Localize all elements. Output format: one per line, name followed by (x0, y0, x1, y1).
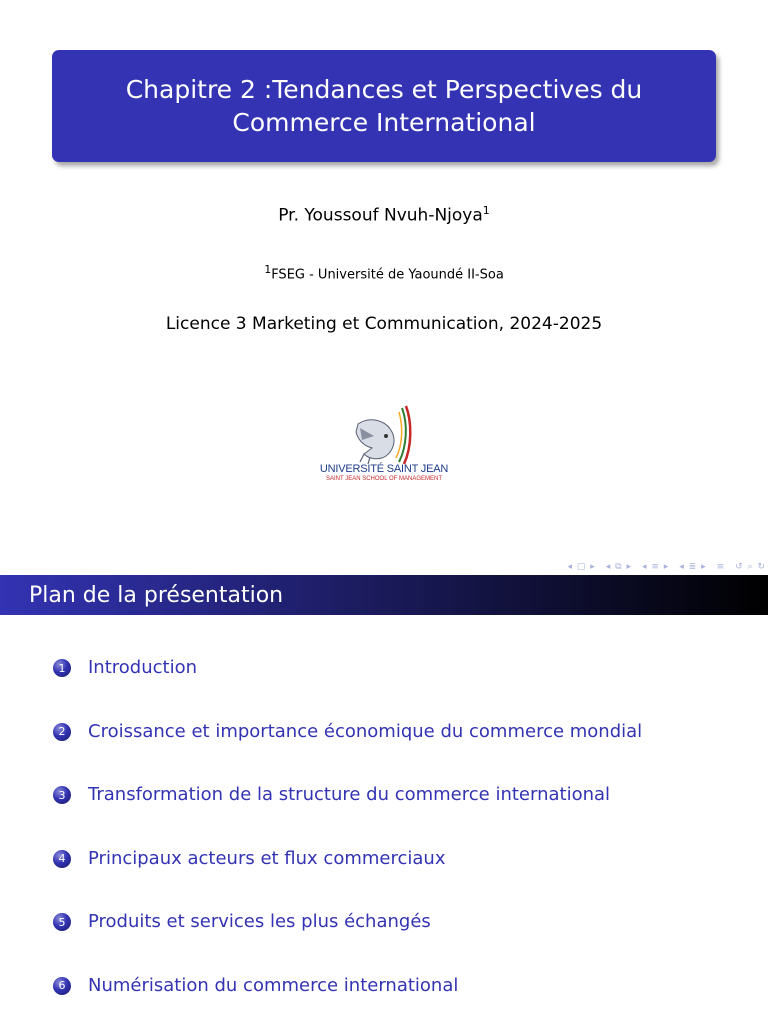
nav-subsection-icon[interactable]: ◂ ⧉ ▸ (606, 562, 632, 572)
beamer-navigation-bar (476, 560, 766, 574)
author-line (0, 204, 768, 226)
toc-link[interactable]: Produits et services les plus échangés (88, 909, 431, 935)
section-number-ball-icon: 5 (53, 913, 71, 931)
toc-link[interactable]: Transformation de la structure du commerce international (88, 782, 610, 808)
toc-link[interactable]: Numérisation du commerce international (88, 973, 458, 999)
title-box (52, 50, 716, 162)
presentation-title: Chapitre 2 :Tendances et Perspectives du Commerce International (104, 73, 664, 139)
author-name: Pr. Youssouf Nvuh-Njoya (278, 206, 483, 226)
toc-item[interactable] (53, 782, 642, 846)
affiliation-footnote-mark: 1 (264, 263, 271, 276)
toc-item[interactable] (53, 909, 642, 973)
logo-name: UNIVERSITÉ SAINT JEAN (300, 463, 468, 475)
toc-item[interactable] (53, 973, 642, 1036)
section-number-ball-icon: 3 (53, 786, 71, 804)
toc-item[interactable] (53, 846, 642, 910)
section-number-ball-icon: 2 (53, 723, 71, 741)
affiliation: FSEG - Université de Yaoundé II-Soa (271, 267, 504, 282)
frame-title-bar (0, 575, 768, 615)
nav-align-icon[interactable]: ≡ (717, 562, 726, 572)
affiliation-line (0, 263, 768, 282)
section-number-ball-icon: 4 (53, 850, 71, 868)
logo-subtitle: SAINT JEAN SCHOOL OF MANAGEMENT (300, 476, 468, 482)
nav-search-icon[interactable]: ↺ ⌕ ↻ (735, 562, 766, 572)
frame-title: Plan de la présentation (0, 583, 283, 608)
toc-link[interactable]: Croissance et importance économique du commerce mondial (88, 719, 642, 745)
toc-item[interactable] (53, 655, 642, 719)
nav-subsubsection-icon[interactable]: ◂ ≣ ▸ (679, 562, 706, 572)
toc-link[interactable]: Introduction (88, 655, 197, 681)
author-footnote-mark: 1 (483, 204, 490, 217)
table-of-contents (53, 655, 642, 1036)
licence-line: Licence 3 Marketing et Communication, 2024-2025 (0, 314, 768, 334)
toc-item[interactable] (53, 719, 642, 783)
toc-link[interactable]: Principaux acteurs et flux commerciaux (88, 846, 445, 872)
outline-slide (0, 575, 768, 1024)
nav-frame-icon[interactable]: ◂ ▢ ▸ (568, 562, 596, 572)
nav-section-icon[interactable]: ◂ ≡ ▸ (642, 562, 669, 572)
section-number-ball-icon: 1 (53, 659, 71, 677)
section-number-ball-icon: 6 (53, 977, 71, 995)
